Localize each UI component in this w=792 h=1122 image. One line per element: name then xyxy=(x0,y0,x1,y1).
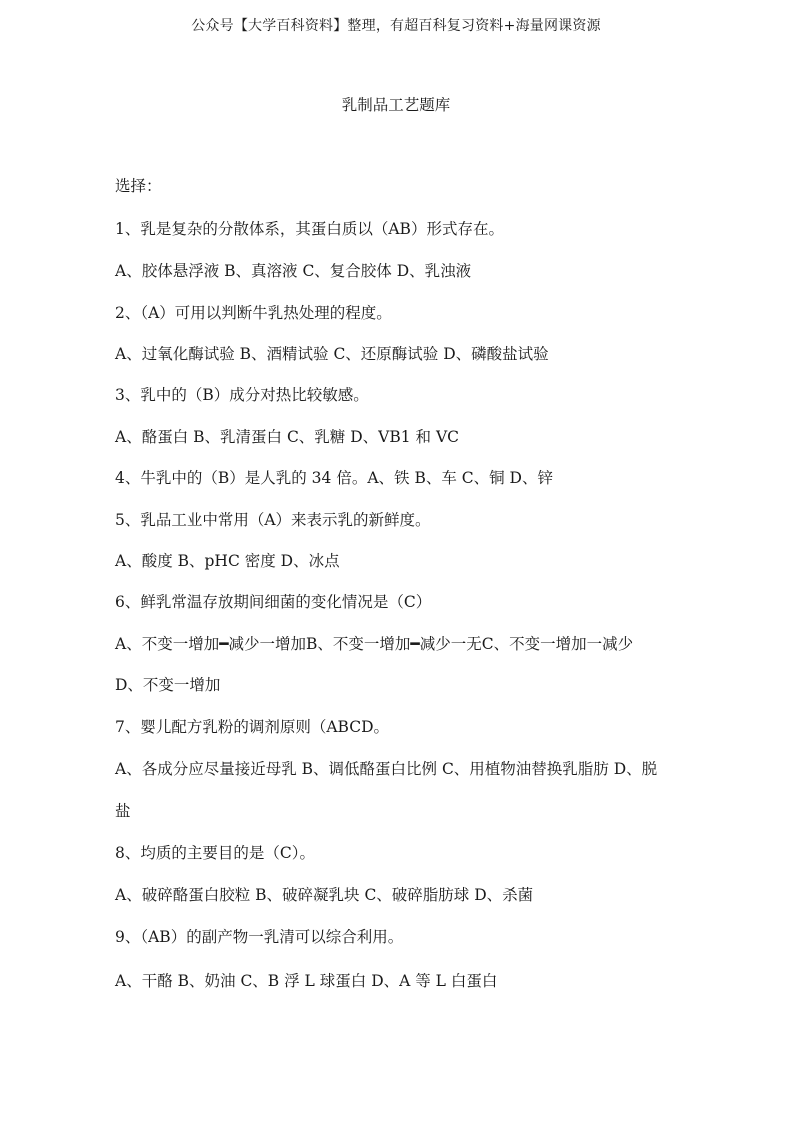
options-line: A、不变一增加━减少一增加B、不变一增加━减少一无C、不变一增加一减少 xyxy=(115,635,634,653)
options-line: A、酸度 B、pHC 密度 D、冰点 xyxy=(115,552,340,570)
options-line: A、胶体悬浮液 B、真溶液 C、复合胶体 D、乳浊液 xyxy=(115,262,472,280)
question-line: 7、婴儿配方乳粉的调剂原则（ABCD。 xyxy=(115,718,390,736)
options-line: A、酪蛋白 B、乳清蛋白 C、乳糖 D、VB1 和 VC xyxy=(115,428,460,446)
header-note: 公众号【大学百科资料】整理，有超百科复习资料+海量网课资源 xyxy=(191,18,601,34)
question-line: 5、乳品工业中常用（A）来表示乳的新鲜度。 xyxy=(115,511,431,529)
options-line: A、过氧化酶试验 B、酒精试验 C、还原酶试验 D、磷酸盐试验 xyxy=(115,345,549,363)
question-line: 9、（AB）的副产物一乳清可以综合利用。 xyxy=(115,928,404,946)
question-line: 6、鲜乳常温存放期间细菌的变化情况是（C） xyxy=(115,593,432,611)
options-line: A、各成分应尽量接近母乳 B、调低酪蛋白比例 C、用植物油替换乳脂肪 D、脱 xyxy=(115,760,658,778)
options-line: A、破碎酪蛋白胶粒 B、破碎凝乳块 C、破碎脂肪球 D、杀菌 xyxy=(115,886,534,904)
question-line: 1、乳是复杂的分散体系，其蛋白质以（AB）形式存在。 xyxy=(115,220,504,238)
section-label: 选择： xyxy=(115,177,162,195)
question-line: 4、牛乳中的（B）是人乳的 34 倍。A、铁 B、车 C、铜 D、锌 xyxy=(115,469,553,487)
document-title: 乳制品工艺题库 xyxy=(341,96,451,114)
options-line: A、干酪 B、奶油 C、B 浮 L 球蛋白 D、A 等 L 白蛋白 xyxy=(115,972,498,990)
options-line: D、不变一增加 xyxy=(115,676,221,694)
question-line: 3、乳中的（B）成分对热比较敏感。 xyxy=(115,386,369,404)
question-line: 2、（A）可用以判断牛乳热处理的程度。 xyxy=(115,304,392,322)
question-line: 8、均质的主要目的是（C）。 xyxy=(115,844,315,862)
options-line: 盐 xyxy=(115,802,131,820)
